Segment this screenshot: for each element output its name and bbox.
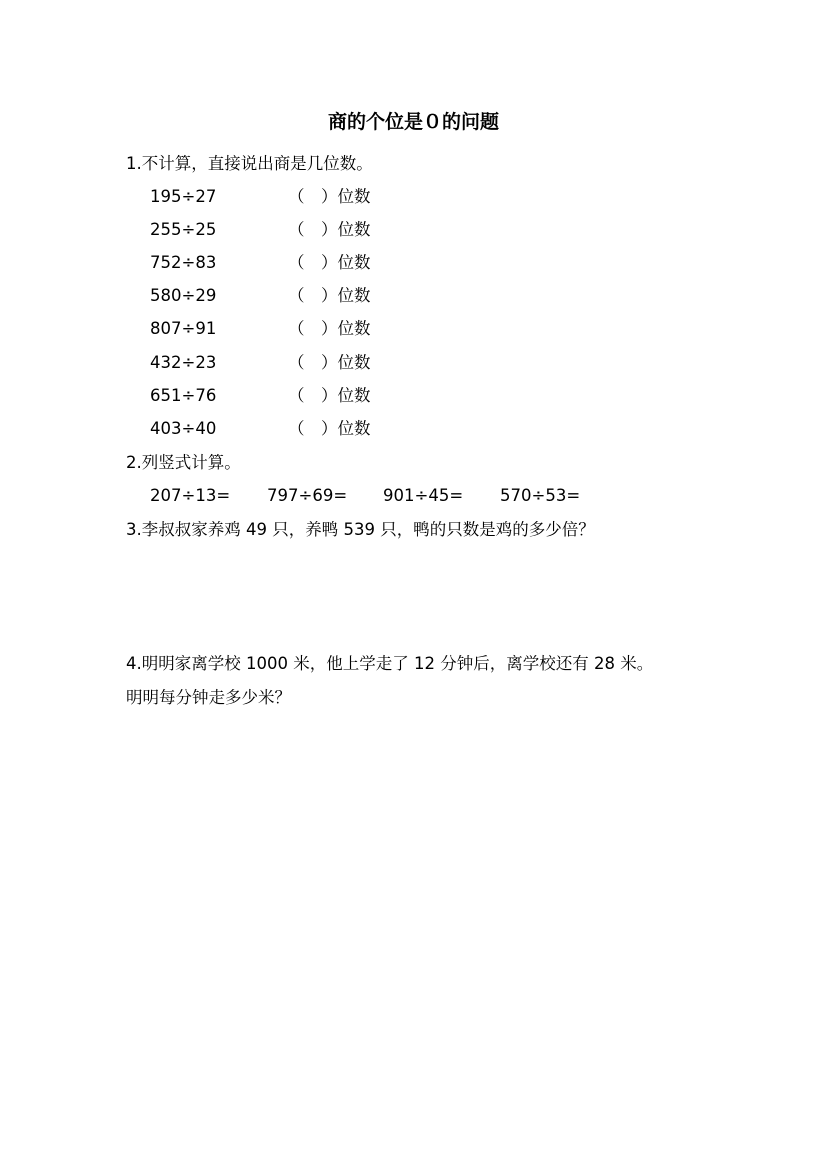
answer-blank: （ ）位数 xyxy=(288,253,371,272)
division-expression: 195÷27 xyxy=(150,187,217,206)
division-expression: 752÷83 xyxy=(150,253,217,272)
division-expression: 807÷91 xyxy=(150,319,217,338)
question-1-prompt: 1.不计算，直接说出商是几位数。 xyxy=(126,154,373,173)
answer-blank: （ ）位数 xyxy=(288,353,371,372)
division-expression: 207÷13= xyxy=(150,486,231,505)
division-expression: 901÷45= xyxy=(383,486,464,505)
division-expression: 580÷29 xyxy=(150,286,217,305)
answer-blank: （ ）位数 xyxy=(288,187,371,206)
division-expression: 255÷25 xyxy=(150,220,217,239)
division-expression: 403÷40 xyxy=(150,419,217,438)
question-4-prompt-line-2: 明明每分钟走多少米？ xyxy=(126,688,291,707)
answer-blank: （ ）位数 xyxy=(288,419,371,438)
division-expression: 797÷69= xyxy=(267,486,348,505)
answer-blank: （ ）位数 xyxy=(288,386,371,405)
answer-blank: （ ）位数 xyxy=(288,319,371,338)
question-2-prompt: 2.列竖式计算。 xyxy=(126,453,241,472)
question-4-prompt-line-1: 4.明明家离学校 1000 米，他上学走了 12 分钟后，离学校还有 28 米。 xyxy=(126,654,654,673)
answer-blank: （ ）位数 xyxy=(288,286,371,305)
page-title: 商的个位是０的问题 xyxy=(327,111,499,133)
answer-blank: （ ）位数 xyxy=(288,220,371,239)
division-expression: 651÷76 xyxy=(150,386,217,405)
question-3-prompt: 3.李叔叔家养鸡 49 只，养鸭 539 只，鸭的只数是鸡的多少倍？ xyxy=(126,520,595,539)
division-expression: 570÷53= xyxy=(500,486,581,505)
division-expression: 432÷23 xyxy=(150,353,217,372)
